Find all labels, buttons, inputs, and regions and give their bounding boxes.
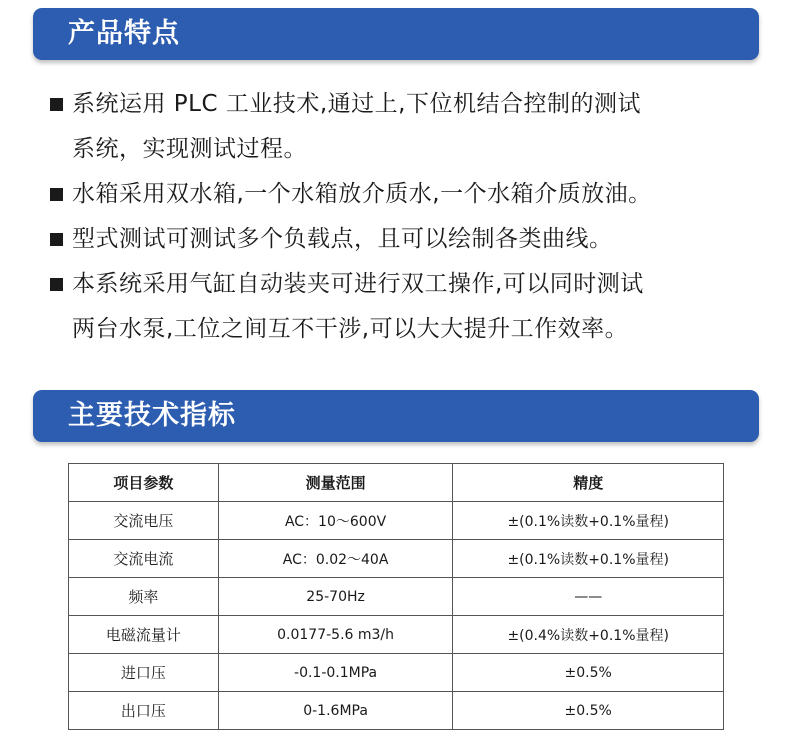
feature-item [50,82,770,172]
feature-item [50,217,770,262]
param-cell: 进口压 [69,654,219,692]
section-header-features [33,8,759,60]
section-header-specs [33,390,759,442]
feature-list [50,82,770,352]
accuracy-cell: ±0.5% [453,654,724,692]
table-row [69,654,724,692]
feature-item [50,172,770,217]
table-row [69,616,724,654]
bullet-square-icon [50,188,63,201]
table-header-row [69,464,724,502]
param-cell: 出口压 [69,692,219,730]
bullet-square-icon [50,98,63,111]
accuracy-cell: —— [453,578,724,616]
bullet-square-icon [50,278,63,291]
accuracy-cell: ±0.5% [453,692,724,730]
spec-table [68,463,724,730]
param-cell: 交流电流 [69,540,219,578]
range-cell: AC：0.02～40A [218,540,453,578]
table-row [69,692,724,730]
column-header-accuracy: 精度 [453,464,724,502]
param-cell: 电磁流量计 [69,616,219,654]
param-cell: 交流电压 [69,502,219,540]
section-title: 产品特点 [68,18,180,49]
range-cell: 0-1.6MPa [218,692,453,730]
range-cell: 25-70Hz [218,578,453,616]
table-row [69,540,724,578]
accuracy-cell: ±(0.1%读数+0.1%量程) [453,502,724,540]
feature-line: 型式测试可测试多个负载点，且可以绘制各类曲线。 [72,226,613,252]
section-title: 主要技术指标 [68,400,236,431]
feature-line: 本系统采用气缸自动装夹可进行双工操作,可以同时测试 [72,271,644,297]
feature-line: 水箱采用双水箱,一个水箱放介质水,一个水箱介质放油。 [72,181,652,207]
bullet-square-icon [50,233,63,246]
feature-line: 系统运用 PLC 工业技术,通过上,下位机结合控制的测试 [72,91,641,117]
feature-item [50,262,770,352]
param-cell: 频率 [69,578,219,616]
column-header-param: 项目参数 [69,464,219,502]
table-row [69,502,724,540]
feature-line: 两台水泵,工位之间互不干涉,可以大大提升工作效率。 [72,316,629,342]
range-cell: AC：10～600V [218,502,453,540]
range-cell: 0.0177-5.6 m3/h [218,616,453,654]
accuracy-cell: ±(0.1%读数+0.1%量程) [453,540,724,578]
range-cell: -0.1-0.1MPa [218,654,453,692]
accuracy-cell: ±(0.4%读数+0.1%量程) [453,616,724,654]
column-header-range: 测量范围 [218,464,453,502]
table-row [69,578,724,616]
feature-line: 系统，实现测试过程。 [72,136,307,162]
